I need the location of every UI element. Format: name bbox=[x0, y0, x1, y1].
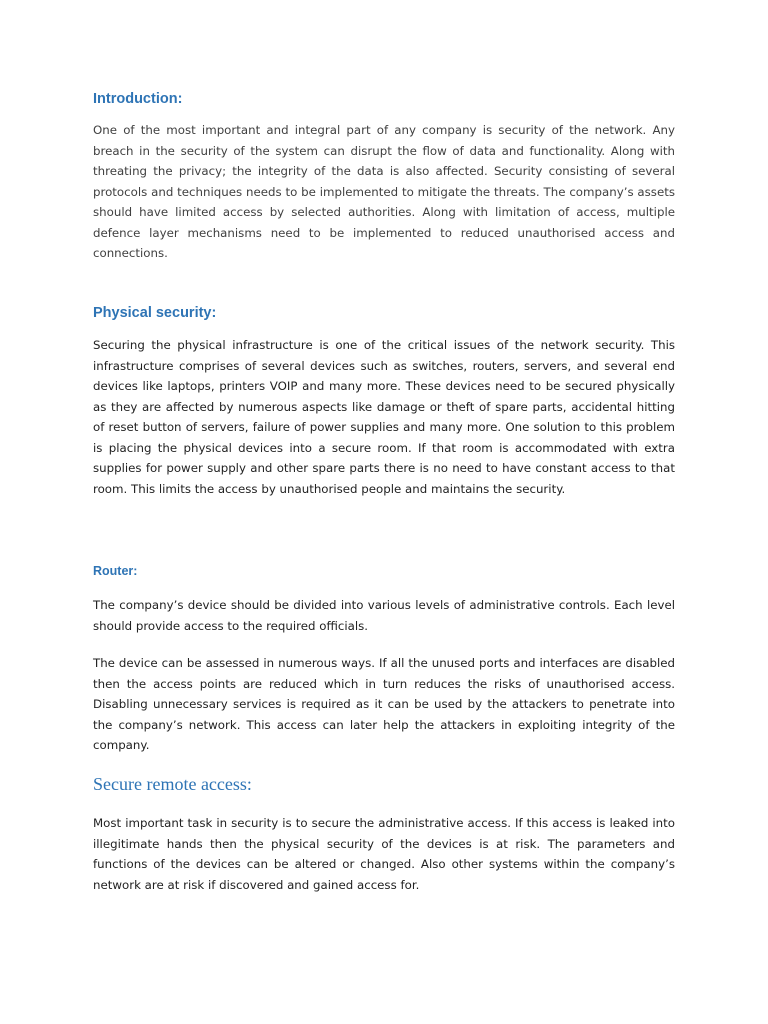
physical-security-paragraph: Securing the physical infrastructure is one of the critical issues of the network security. This infrastructure comprises of several devices such as switches, routers, servers, and several end devices like laptops, printers VOIP and many more. These devices need to be secured physically as they are affected by numerous aspects like damage or theft of spare parts, accidental hitting of reset button of servers, failure of power supplies and many more. One solution to this problem is placing the physical devices into a secure room. If that room is accommodated with extra supplies for power supply and other spare parts there is no need to have constant access to that room. This limits the access by unauthorised people and maintains the security. bbox=[93, 338, 675, 496]
router-paragraph-1: The company’s device should be divided into various levels of administrative controls. Each level should provide access to the required officials. bbox=[93, 598, 675, 633]
router-heading: Router: bbox=[93, 564, 138, 578]
router-paragraph-2: The device can be assessed in numerous ways. If all the unused ports and interfaces are disabled then the access points are reduced which in turn reduces the risks of unauthorised access. Disabling unnecessary services is required as it can be used by the attackers to penetrate into the company’s network. This access can later help the attackers in exploiting integrity of the company. bbox=[93, 656, 675, 752]
introduction-paragraph: One of the most important and integral part of any company is security of the network. Any breach in the security of the system can disrupt the flow of data and functionality. Along with threating the privacy; the integrity of the data is also affected. Security consisting of several protocols and techniques needs to be implemented to mitigate the threats. The company’s assets should have limited access by selected authorities. Along with limitation of access, multiple defence layer mechanisms need to be implemented to reduced unauthorised access and connections. bbox=[93, 123, 675, 260]
physical-security-heading: Physical security: bbox=[93, 305, 217, 321]
introduction-heading: Introduction: bbox=[93, 91, 183, 107]
secure-remote-access-paragraph: Most important task in security is to secure the administrative access. If this access is leaked into illegitimate hands then the physical security of the devices is at risk. The parameters and functions of the devices can be altered or changed. Also other systems within the company’s network are at risk if discovered and gained access for. bbox=[93, 816, 675, 892]
secure-remote-access-heading: Secure remote access: bbox=[93, 774, 252, 794]
